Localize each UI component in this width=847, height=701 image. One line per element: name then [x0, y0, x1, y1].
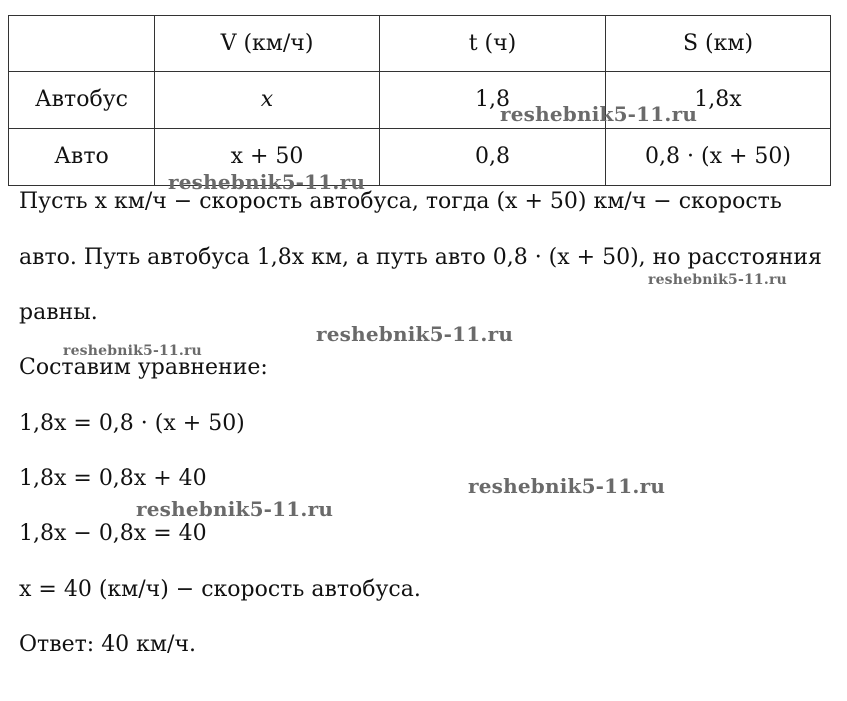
car-time-cell: 0,8 — [380, 129, 606, 186]
watermark: reshebnik5-11.ru — [648, 272, 787, 288]
watermark: reshebnik5-11.ru — [468, 474, 666, 498]
table-header-row — [9, 16, 831, 72]
equation-2: 1,8x = 0,8x + 40 — [19, 466, 207, 491]
text-line-1: Пусть x км/ч − скорость автобуса, тогда (x + 50) км/ч − скорость — [19, 189, 782, 214]
equation-4: x = 40 (км/ч) − скорость автобуса. — [19, 577, 421, 602]
text-line-4: Составим уравнение: — [19, 355, 268, 380]
equation-3: 1,8x − 0,8x = 40 — [19, 521, 207, 546]
text-line-3: равны. — [19, 300, 98, 325]
car-speed-cell: x + 50 — [155, 129, 380, 186]
watermark: reshebnik5-11.ru — [63, 343, 202, 359]
answer-line: Ответ: 40 км/ч. — [19, 632, 196, 657]
table-row — [9, 129, 831, 186]
data-table — [8, 15, 831, 186]
equation-1: 1,8x = 0,8 · (x + 50) — [19, 411, 245, 436]
bus-distance-cell: 1,8x — [606, 72, 831, 129]
bus-speed-cell: x — [155, 72, 380, 129]
watermark: reshebnik5-11.ru — [136, 497, 334, 521]
car-distance-cell: 0,8 · (x + 50) — [606, 129, 831, 186]
row-label-bus: Автобус — [9, 72, 155, 129]
row-label-car: Авто — [9, 129, 155, 186]
watermark: reshebnik5-11.ru — [168, 170, 366, 194]
text-line-2: авто. Путь автобуса 1,8x км, а путь авто 0,8 · (x + 50), но расстояния — [19, 245, 822, 270]
header-cell-empty — [9, 16, 155, 72]
header-cell-distance: S (км) — [606, 16, 831, 72]
header-cell-time: t (ч) — [380, 16, 606, 72]
watermark: reshebnik5-11.ru — [500, 102, 698, 126]
bus-time-cell: 1,8 — [380, 72, 606, 129]
header-cell-speed: V (км/ч) — [155, 16, 380, 72]
watermark: reshebnik5-11.ru — [316, 322, 514, 346]
table-row — [9, 72, 831, 129]
